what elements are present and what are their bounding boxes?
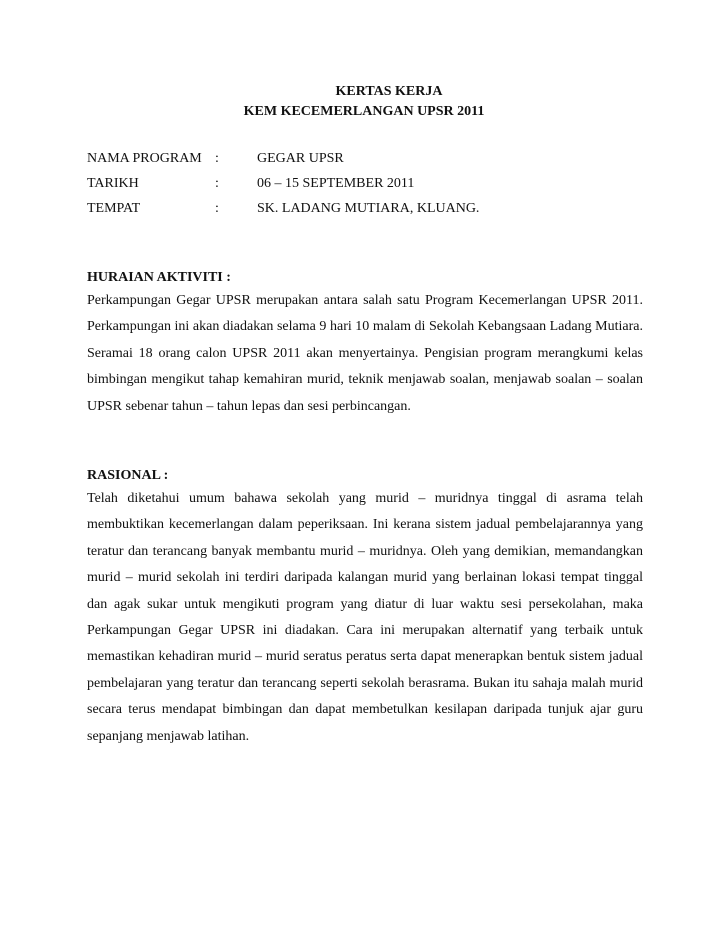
info-row-tarikh (87, 171, 479, 196)
info-label: TARIKH (87, 176, 139, 191)
info-row-tempat (87, 196, 479, 221)
info-value: SK. LADANG MUTIARA, KLUANG. (257, 201, 480, 216)
section-heading: RASIONAL : (87, 468, 169, 483)
title-line-2: KEM KECEMERLANGAN UPSR 2011 (243, 104, 485, 119)
section-paragraph: Telah diketahui umum bahawa sekolah yang murid – muridnya tinggal di asrama telah membuktikan kecemerlangan dalam peperiksaan. Ini kerana sistem jadual pembelajarannya yang teratur dan terancang banyak membantu murid – muridnya. Oleh yang demikian, memandangkan murid – murid sekolah ini terdiri daripada kalangan murid yang berlainan lokasi tempat tinggal dan agak sukar untuk mengikuti program yang diatur di luar waktu sesi persekolahan, maka Perkampungan Gegar UPSR ini diadakan. Cara ini merupakan alternatif yang terbaik untuk memastikan kehadiran murid – murid seratus peratus serta dapat menerapkan bentuk sistem jadual pembelajaran yang teratur dan terancang seperti sekolah berasrama. Bukan itu sahaja malah murid secara terus mendapat bimbingan dan dapat membetulkan kesilapan daripada tunjuk ajar guru sepanjang menjawab latihan. (87, 491, 643, 744)
info-row-nama-program (87, 146, 479, 171)
document-title (0, 82, 728, 122)
section-paragraph: Perkampungan Gegar UPSR merupakan antara salah satu Program Kecemerlangan UPSR 2011. Perkampungan ini akan diadakan selama 9 hari 10 malam di Sekolah Kebangsaan Ladang Mutiara. Seramai 18 orang calon UPSR 2011 akan menyertainya. Pengisian program merangkumi kelas bimbingan mengikut tahap kemahiran murid, teknik menjawab soalan, menjawab soalan – soalan UPSR sebenar tahun – tahun lepas dan sesi perbincangan. (87, 293, 643, 414)
info-colon: : (215, 201, 219, 216)
rasional-section (87, 466, 643, 750)
info-label: NAMA PROGRAM (87, 151, 202, 166)
info-value: 06 – 15 SEPTEMBER 2011 (257, 176, 415, 191)
info-colon: : (215, 176, 219, 191)
program-info-table (87, 146, 479, 221)
info-value: GEGAR UPSR (257, 151, 344, 166)
title-line-1: KERTAS KERJA (335, 84, 443, 99)
info-colon: : (215, 151, 219, 166)
info-label: TEMPAT (87, 201, 141, 216)
huraian-aktiviti-section (87, 268, 643, 420)
section-heading: HURAIAN AKTIVITI : (87, 270, 231, 285)
